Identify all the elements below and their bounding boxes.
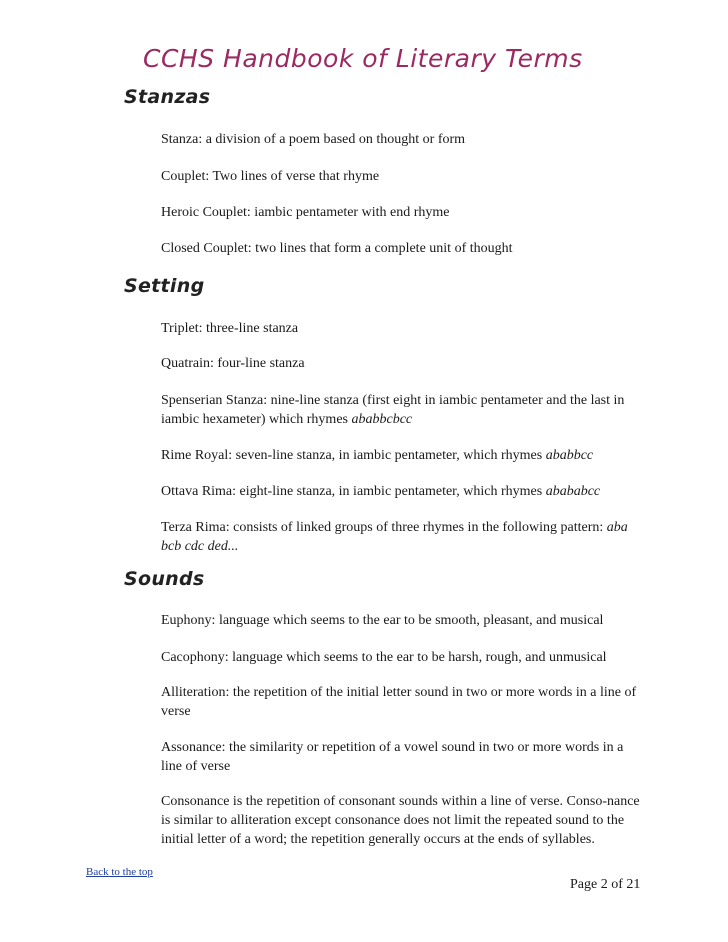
term-entry: Closed Couplet: two lines that form a complete unit of thought: [161, 241, 513, 256]
section-heading-stanzas: Stanzas: [124, 86, 211, 108]
term-entry: Terza Rima: consists of linked groups of three rhymes in the following pattern: aba bcb cdc ded...: [161, 520, 628, 554]
term-entry: Quatrain: four-line stanza: [161, 356, 305, 371]
term-entry: Ottava Rima: eight-line stanza, in iambic pentameter, which rhymes abababcc: [161, 484, 601, 499]
section-heading-setting: Setting: [124, 275, 205, 297]
document-title: CCHS Handbook of Literary Terms: [143, 44, 583, 73]
term-entry: Cacophony: language which seems to the ear to be harsh, rough, and unmusical: [161, 650, 607, 665]
back-to-top-link[interactable]: Back to the top: [86, 866, 153, 878]
term-entry: Heroic Couplet: iambic pentameter with end rhyme: [161, 205, 450, 220]
term-entry: Assonance: the similarity or repetition of a vowel sound in two or more words in a line of verse: [161, 740, 624, 774]
term-entry: Consonance is the repetition of consonant sounds within a line of verse. Conso-nance is similar to alliteration except consonance does not limit the repeated sound to the initial letter of a word; the repetition generally occurs at the ends of syllables.: [161, 794, 640, 847]
term-entry: Stanza: a division of a poem based on thought or form: [161, 132, 466, 147]
section-heading-sounds: Sounds: [124, 568, 205, 590]
term-entry: Rime Royal: seven-line stanza, in iambic pentameter, which rhymes ababbcc: [161, 448, 594, 463]
term-entry: Alliteration: the repetition of the initial letter sound in two or more words in a line of verse: [161, 685, 637, 719]
page-number: Page 2 of 21: [570, 877, 641, 892]
term-entry: Spenserian Stanza: nine-line stanza (first eight in iambic pentameter and the last in iambic hexameter) which rhymes ababbcbcc: [161, 393, 625, 427]
term-entry: Triplet: three-line stanza: [161, 321, 299, 336]
term-entry: Euphony: language which seems to the ear to be smooth, pleasant, and musical: [161, 613, 604, 628]
term-entry: Couplet: Two lines of verse that rhyme: [161, 169, 380, 184]
